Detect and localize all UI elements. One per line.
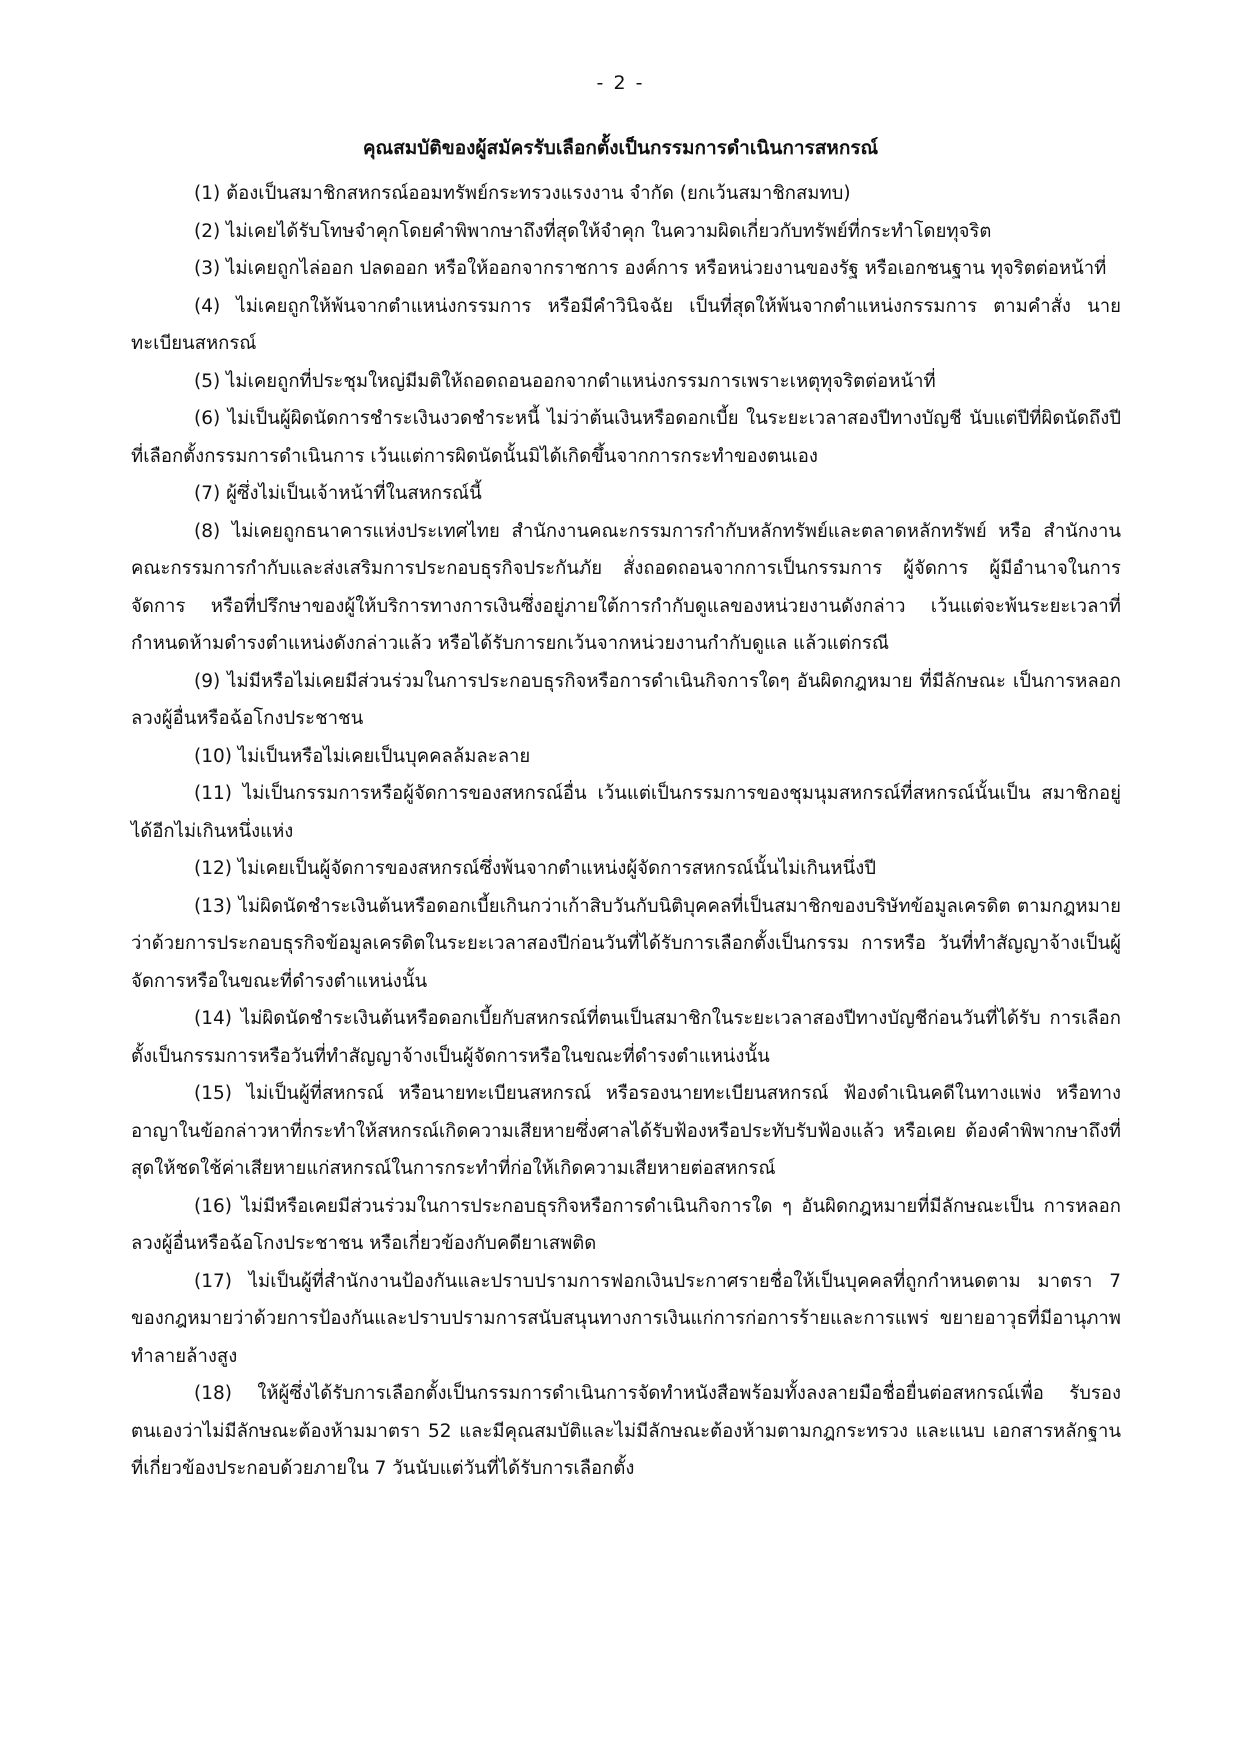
clause-5: (5) ไม่เคยถูกที่ประชุมใหญ่มีมติให้ถอดถอนออกจากตำแหน่งกรรมการเพราะเหตุทุจริตต่อหน้าที่: [194, 370, 936, 392]
clause-12: (12) ไม่เคยเป็นผู้จัดการของสหกรณ์ซึ่งพ้นจากตำแหน่งผู้จัดการสหกรณ์นั้นไม่เกินหนึ่งปี: [194, 858, 877, 879]
qualifications-list: [131, 175, 1121, 1488]
clause-2: (2) ไม่เคยได้รับโทษจำคุกโดยคำพิพากษาถึงที่สุดให้จำคุก ในความผิดเกี่ยวกับทรัพย์ที่กระทำโดยทุจริต: [194, 220, 992, 242]
clause-6: (6) ไม่เป็นผู้ผิดนัดการชำระเงินงวดชำระหนี้ ไม่ว่าต้นเงินหรือดอกเบี้ย ในระยะเวลาสองปีทางบัญชี นับแต่ปีที่ผิดนัดถึงปีที่เลือกตั้งกรรมการดำเนินการ เว้นแต่การผิดนัดนั้นมิได้เกิดขึ้นจากการกระทำของตนเอง: [131, 408, 1121, 467]
clause-17: (17) ไม่เป็นผู้ที่สำนักงานป้องกันและปราบปรามการฟอกเงินประกาศรายชื่อให้เป็นบุคคลที่ถูกกำหนดตาม มาตรา 7 ของกฎหมายว่าด้วยการป้องกันและปราบปรามการสนับสนุนทางการเงินแก่การก่อการร้ายและการแพร่ ขยายอาวุธที่มีอานุภาพทำลายล้างสูง: [131, 1270, 1121, 1367]
clause-9: (9) ไม่มีหรือไม่เคยมีส่วนร่วมในการประกอบธุรกิจหรือการดำเนินกิจการใดๆ อันผิดกฎหมาย ที่มีลักษณะ เป็นการหลอกลวงผู้อื่นหรือฉ้อโกงประชาชน: [131, 670, 1121, 729]
page-number: - 2 -: [596, 72, 645, 94]
clause-13: (13) ไม่ผิดนัดชำระเงินต้นหรือดอกเบี้ยเกินกว่าเก้าสิบวันกับนิติบุคคลที่เป็นสมาชิกของบริษัทข้อมูลเครดิต ตามกฎหมายว่าด้วยการประกอบธุรกิจข้อมูลเครดิตในระยะเวลาสองปีก่อนวันที่ได้รับการเลือกตั้งเป็นกรรม การหรือ วันที่ทำสัญญาจ้างเป็นผู้จัดการหรือในขณะที่ดำรงตำแหน่งนั้น: [131, 895, 1121, 992]
document-title: คุณสมบัติของผู้สมัครรับเลือกตั้งเป็นกรรมการดำเนินการสหกรณ์: [362, 137, 879, 159]
clause-11: (11) ไม่เป็นกรรมการหรือผู้จัดการของสหกรณ์อื่น เว้นแต่เป็นกรรมการของชุมนุมสหกรณ์ที่สหกรณ์นั้นเป็น สมาชิกอยู่ได้อีกไม่เกินหนึ่งแห่ง: [131, 783, 1121, 842]
clause-10: (10) ไม่เป็นหรือไม่เคยเป็นบุคคลล้มละลาย: [194, 745, 531, 767]
clause-4: (4) ไม่เคยถูกให้พ้นจากตำแหน่งกรรมการ หรือมีคำวินิจฉัย เป็นที่สุดให้พ้นจากตำแหน่งกรรมการ ตามคำสั่ง นายทะเบียนสหกรณ์: [131, 295, 1121, 354]
clause-7: (7) ผู้ซึ่งไม่เป็นเจ้าหน้าที่ในสหกรณ์นี้: [194, 483, 482, 504]
clause-14: (14) ไม่ผิดนัดชำระเงินต้นหรือดอกเบี้ยกับสหกรณ์ที่ตนเป็นสมาชิกในระยะเวลาสองปีทางบัญชีก่อนวันที่ได้รับ การเลือกตั้งเป็นกรรมการหรือวันที่ทำสัญญาจ้างเป็นผู้จัดการหรือในขณะที่ดำรงตำแหน่งนั้น: [131, 1008, 1121, 1067]
clause-3: (3) ไม่เคยถูกไล่ออก ปลดออก หรือให้ออกจากราชการ องค์การ หรือหน่วยงานของรัฐ หรือเอกชนฐาน ทุจริตต่อหน้าที่: [194, 258, 1107, 279]
clause-16: (16) ไม่มีหรือเคยมีส่วนร่วมในการประกอบธุรกิจหรือการดำเนินกิจการใด ๆ อันผิดกฎหมายที่มีลักษณะเป็น การหลอกลวงผู้อื่นหรือฉ้อโกงประชาชน หรือเกี่ยวข้องกับคดียาเสพติด: [131, 1195, 1121, 1254]
clause-1: (1) ต้องเป็นสมาชิกสหกรณ์ออมทรัพย์กระทรวงแรงงาน จำกัด (ยกเว้นสมาชิกสมทบ): [194, 183, 851, 204]
clause-15: (15) ไม่เป็นผู้ที่สหกรณ์ หรือนายทะเบียนสหกรณ์ หรือรองนายทะเบียนสหกรณ์ ฟ้องดำเนินคดีในทางแพ่ง หรือทางอาญาในข้อกล่าวหาที่กระทำให้สหกรณ์เกิดความเสียหายซึ่งศาลได้รับฟ้องหรือประทับรับฟ้องแล้ว หรือเคย ต้องคำพิพากษาถึงที่สุดให้ชดใช้ค่าเสียหายแก่สหกรณ์ในการกระทำที่ก่อให้เกิดความเสียหายต่อสหกรณ์: [131, 1083, 1121, 1179]
clause-8: (8) ไม่เคยถูกธนาคารแห่งประเทศไทย สำนักงานคณะกรรมการกำกับหลักทรัพย์และตลาดหลักทรัพย์ หรือ สำนักงานคณะกรรมการกำกับและส่งเสริมการประกอบธุรกิจประกันภัย สั่งถอดถอนจากการเป็นกรรมการ ผู้จัดการ ผู้มีอำนาจในการจัดการ หรือที่ปรึกษาของผู้ให้บริการทางการเงินซึ่งอยู่ภายใต้การกำกับดูแลของหน่วยงานดังกล่าว เว้นแต่จะพ้นระยะเวลาที่กำหนดห้ามดำรงตำแหน่งดังกล่าวแล้ว หรือได้รับการยกเว้นจากหน่วยงานกำกับดูแล แล้วแต่กรณี: [131, 520, 1121, 654]
clause-18: (18) ให้ผู้ซึ่งได้รับการเลือกตั้งเป็นกรรมการดำเนินการจัดทำหนังสือพร้อมทั้งลงลายมือชื่อยื่นต่อสหกรณ์เพื่อ รับรองตนเองว่าไม่มีลักษณะต้องห้ามมาตรา 52 และมีคุณสมบัติและไม่มีลักษณะต้องห้ามตามกฎกระทรวง และแนบ เอกสารหลักฐานที่เกี่ยวข้องประกอบด้วยภายใน 7 วันนับแต่วันที่ได้รับการเลือกตั้ง: [131, 1383, 1121, 1479]
